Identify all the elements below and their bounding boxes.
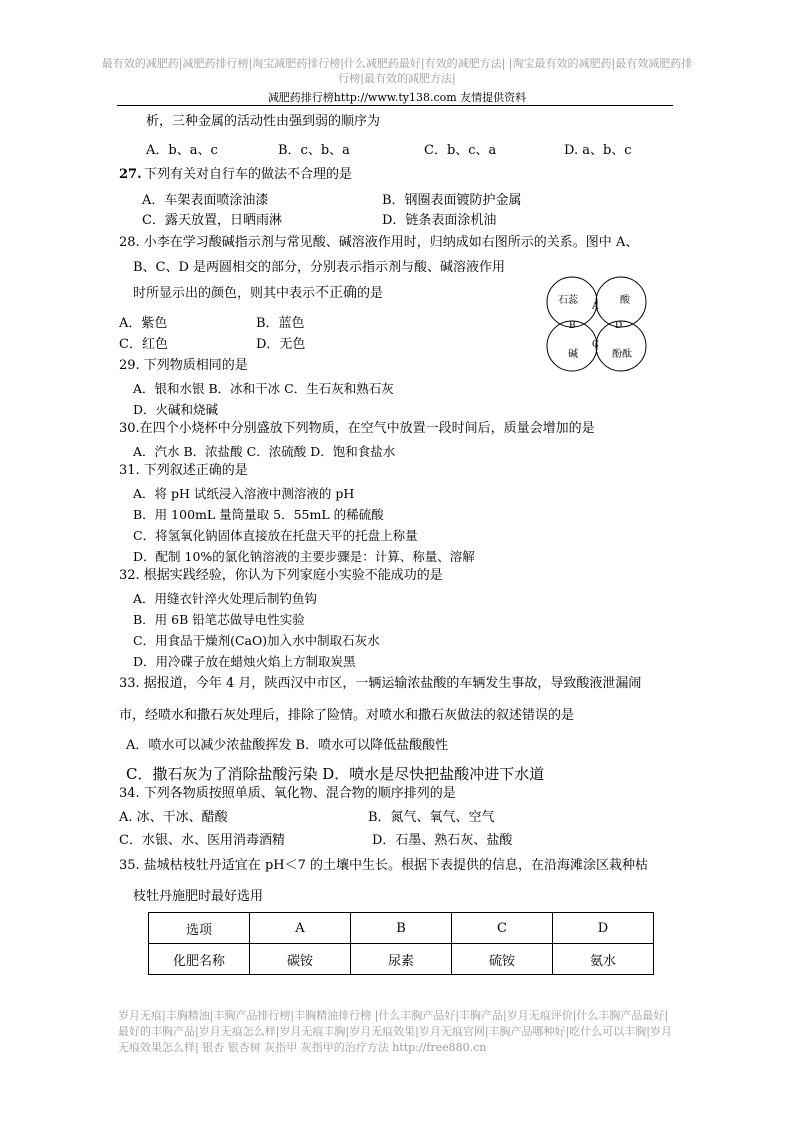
q32-option-c: C．用食品干燥剂(CaO)加入水中制取石灰水 <box>133 633 380 648</box>
q34-option-a: A. 冰、干冰、醋酸 <box>119 810 228 825</box>
q28-line3 <box>133 285 383 302</box>
q31-option-c: C．将氢氧化钠固体直接放在托盘天平的托盘上称量 <box>133 528 418 543</box>
q28-option-b: B．蓝色 <box>256 316 305 331</box>
q28-option-d: D．无色 <box>256 337 306 352</box>
q27-stem: 下列有关对自行车的做法不合理的是 <box>144 167 353 182</box>
table-header-cell: 选项 <box>149 913 250 944</box>
table-header-cell: D <box>553 913 654 944</box>
q34-option-b: B．氮气、氧气、空气 <box>368 810 495 825</box>
q27-option-d: D．链条表面涂机油 <box>382 213 497 228</box>
q26-option-b: B．c、b、a <box>278 143 350 158</box>
q27-number: 27. <box>119 167 142 182</box>
q33-options-cd: C．撒石灰为了消除盐酸污染 D．喷水是尽快把盐酸冲进下水道 <box>126 765 545 783</box>
fertilizer-table <box>148 912 654 975</box>
footer-ad-text: 岁月无痕|丰胸精油|丰胸产品排行榜|丰胸精油排行榜 |什么丰胸产品好|丰胸产品|岁月无痕评价|什么丰胸产品最好|最好的丰胸产品|岁月无痕怎么样|岁月无痕丰胸|岁月无痕效果|岁月无痕官网|丰胸产品哪种好|吃什么可以丰胸|岁月无痕效果怎么样| 银杏 银杏树 灰指甲 灰指甲的治疗方法 http://free880.cn <box>118 1009 672 1054</box>
venn-label-phenolphthalein: 酚酞 <box>612 349 632 360</box>
table-header-cell: A <box>250 913 351 944</box>
q27-option-a: A．车架表面喷涂油漆 <box>142 193 269 208</box>
indicator-venn-diagram <box>544 276 656 376</box>
table-cell: 硫铵 <box>452 944 553 975</box>
q32-option-d: D．用冷碟子放在蜡烛火焰上方制取炭黑 <box>133 654 356 669</box>
venn-region-b: B <box>569 321 576 331</box>
table-header-row <box>149 913 654 944</box>
q26-option-a: A．b、a、c <box>146 143 218 158</box>
q28-line3a: 时所显示出的颜色，则其中表示 <box>133 286 316 301</box>
q29-options-line2: D．火碱和烧碱 <box>133 402 219 417</box>
q33-options-ab: A．喷水可以减少浓盐酸挥发 B．喷水可以降低盐酸酸性 <box>126 738 449 753</box>
q26-stem-end: 析，三种金属的活动性由强到弱的顺序为 <box>146 114 381 129</box>
q32-option-b: B．用 6B 铅笔芯做导电性实验 <box>133 612 305 627</box>
table-cell: 尿素 <box>351 944 452 975</box>
q31-option-a: A．将 pH 试纸浸入溶液中测溶液的 pH <box>133 486 355 501</box>
venn-label-litmus: 石蕊 <box>558 295 578 306</box>
q27-option-c: C．露天放置，日晒雨淋 <box>142 213 282 228</box>
table-cell: 氨水 <box>553 944 654 975</box>
q30-options: A．汽水 B．浓盐酸 C．浓硫酸 D．饱和食盐水 <box>133 444 396 459</box>
q30-stem: 30.在四个小烧杯中分别盛放下列物质，在空气中放置一段时间后，质量会增加的是 <box>119 421 595 436</box>
venn-label-acid: 酸 <box>620 295 630 306</box>
table-row <box>149 944 654 975</box>
venn-region-d: D <box>615 321 623 331</box>
q32-stem: 32. 根据实践经验，你认为下列家庭小实验不能成功的是 <box>119 568 443 583</box>
q33-line1: 33. 据报道，今年 4 月，陕西汉中市区，一辆运输浓盐酸的车辆发生事故，导致酸液泄漏闹 <box>119 676 642 691</box>
venn-region-c: C <box>592 340 599 350</box>
q32-option-a: A．用缝衣针淬火处理后制钓鱼钩 <box>133 591 318 606</box>
q28-line3c: 的是 <box>357 286 384 301</box>
q28-option-a: A．紫色 <box>119 316 168 331</box>
header-ad-text: 最有效的减肥药|减肥药排行榜|淘宝减肥药排行榜|什么减肥药最好|有效的减肥方法| |淘宝最有效的减肥药|最有效减肥药排行榜|最有效的减肥方法| <box>101 57 693 85</box>
q34-option-d: D．石墨、熟石灰、盐酸 <box>372 833 513 848</box>
header-rule <box>117 105 673 106</box>
venn-label-base: 碱 <box>568 349 578 360</box>
table-header-cell: B <box>351 913 452 944</box>
q29-options-line1: A．银和水银 B．冰和干冰 C．生石灰和熟石灰 <box>133 381 394 396</box>
q34-stem: 34. 下列各物质按照单质、氧化物、混合物的顺序排列的是 <box>119 786 456 801</box>
q31-option-d: D．配制 10%的氯化钠溶液的主要步骤是：计算、称量、溶解 <box>133 549 475 564</box>
q34-option-c: C．水银、水、医用消毒酒精 <box>119 833 285 848</box>
q28-line1: 28. 小李在学习酸碱指示剂与常见酸、碱溶液作用时，归纳成如右图所示的关系。图中 A、 <box>119 235 639 250</box>
q31-option-b: B．用 100mL 量筒量取 5．55mL 的稀硫酸 <box>133 507 384 522</box>
q26-option-d: D. a、b、c <box>564 143 632 158</box>
q31-stem: 31. 下列叙述正确的是 <box>119 463 248 478</box>
q26-option-c: C．b、c、a <box>424 143 497 158</box>
table-cell: 化肥名称 <box>149 944 250 975</box>
header-source-line: 减肥药排行榜http://www.ty138.com 友情提供资料 <box>267 91 527 104</box>
q35-line2: 枝牡丹施肥时最好选用 <box>133 889 264 904</box>
table-header-cell: C <box>452 913 553 944</box>
q28-option-c: C．红色 <box>119 337 168 352</box>
q28-emphasis: 不正确 <box>315 285 358 301</box>
venn-region-a: A <box>592 302 599 312</box>
table-cell: 碳铵 <box>250 944 351 975</box>
q33-line2: 市，经喷水和撒石灰处理后，排除了险情。对喷水和撒石灰做法的叙述错误的是 <box>119 708 575 723</box>
q35-line1: 35. 盐城枯枝牡丹适宜在 pH＜7 的土壤中生长。根据下表提供的信息，在沿海滩涂区栽种枯 <box>119 858 649 873</box>
q28-line2: B、C、D 是两圆相交的部分，分别表示指示剂与酸、碱溶液作用 <box>133 260 506 275</box>
q27-option-b: B．钢圈表面镀防护金属 <box>382 193 522 208</box>
q29-stem: 29. 下列物质相同的是 <box>119 358 248 373</box>
